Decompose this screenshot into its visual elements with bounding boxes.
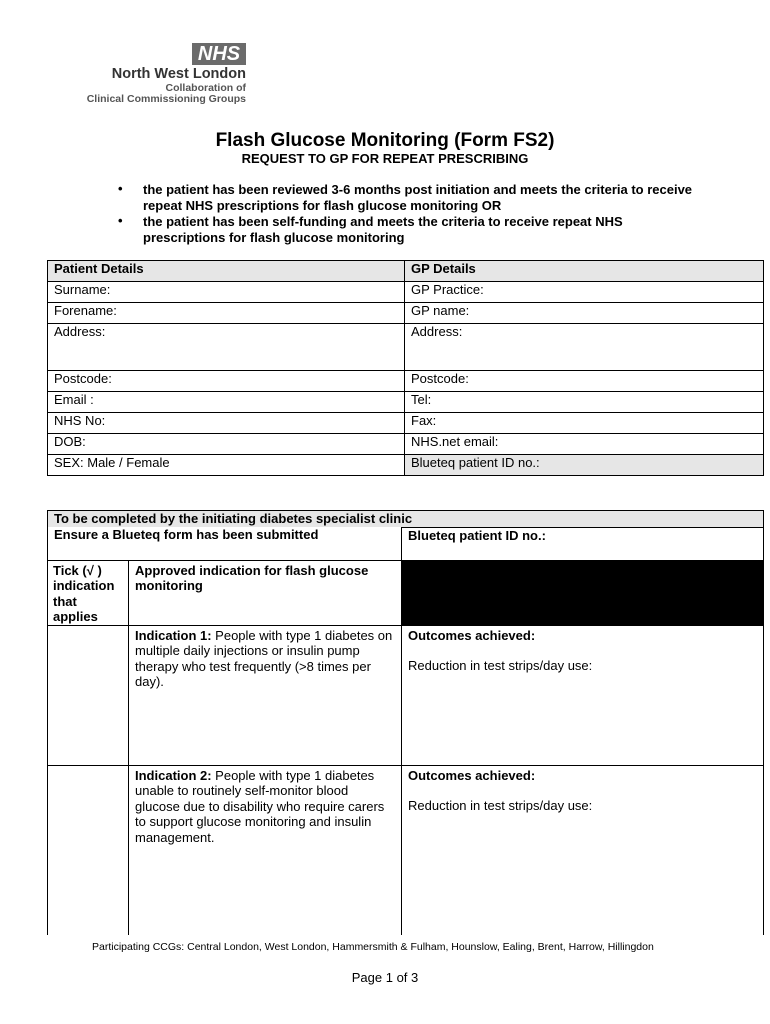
gp-address-field[interactable]: Address: bbox=[405, 324, 764, 371]
gp-details-header: GP Details bbox=[405, 261, 764, 282]
gp-fax-field[interactable]: Fax: bbox=[405, 413, 764, 434]
indication-2-outcomes[interactable] bbox=[402, 765, 764, 935]
patient-address-field[interactable]: Address: bbox=[48, 324, 405, 371]
patient-postcode-field[interactable]: Postcode: bbox=[48, 371, 405, 392]
bullet-icon: • bbox=[118, 181, 123, 196]
indication-1-text: People with type 1 diabetes on multiple daily injections or insulin pump therapy who test frequently (>8 times per day). bbox=[135, 627, 393, 689]
page-number: Page 1 of 3 bbox=[351, 970, 419, 985]
outcomes-achieved-label: Outcomes achieved: bbox=[408, 767, 536, 783]
bullet-text-2: the patient has been self-funding and meets the criteria to receive repeat NHS prescriptions for flash glucose monitoring bbox=[143, 214, 623, 245]
indication-1-label: Indication 1: bbox=[135, 627, 212, 643]
email-field[interactable]: Email : bbox=[48, 392, 405, 413]
blueteq-id-field[interactable]: Blueteq patient ID no.: bbox=[405, 455, 764, 476]
gp-practice-field[interactable]: GP Practice: bbox=[405, 282, 764, 303]
gp-tel-field[interactable]: Tel: bbox=[405, 392, 764, 413]
nhs-number-field[interactable]: NHS No: bbox=[48, 413, 405, 434]
tick-column-header: Tick (√ ) indication that applies bbox=[48, 560, 129, 625]
ensure-blueteq-text: Ensure a Blueteq form has been submitted bbox=[48, 527, 402, 560]
indication-1-outcomes[interactable] bbox=[402, 625, 764, 765]
blueteq-patient-id-field[interactable]: Blueteq patient ID no.: bbox=[402, 527, 764, 560]
indication-2-tick-box[interactable] bbox=[48, 765, 129, 935]
form-subtitle: REQUEST TO GP FOR REPEAT PRESCRIBING bbox=[241, 151, 529, 166]
indication-2-label: Indication 2: bbox=[135, 767, 212, 783]
indication-2-description bbox=[129, 765, 402, 935]
indication-2-text: People with type 1 diabetes unable to routinely self-monitor blood glucose due to disability who require carers to support glucose monitoring and insulin management. bbox=[135, 767, 385, 845]
surname-field[interactable]: Surname: bbox=[48, 282, 405, 303]
test-strips-reduction-field: Reduction in test strips/day use: bbox=[408, 798, 593, 813]
sex-field[interactable]: SEX: Male / Female bbox=[48, 455, 405, 476]
form-title: Flash Glucose Monitoring (Form FS2) bbox=[215, 130, 555, 151]
specialist-header: To be completed by the initiating diabetes specialist clinic bbox=[48, 511, 764, 528]
nhs-logo: NHS bbox=[192, 43, 246, 65]
approved-indication-header: Approved indication for flash glucose monitoring bbox=[129, 560, 402, 625]
indication-1-description bbox=[129, 625, 402, 765]
bullet-text-1: the patient has been reviewed 3-6 months post initiation and meets the criteria to receive repeat NHS prescriptions for flash glucose monitoring OR bbox=[143, 182, 693, 213]
specialist-table bbox=[47, 510, 764, 935]
details-table bbox=[47, 260, 764, 476]
patient-details-header: Patient Details bbox=[48, 261, 405, 282]
org-subtitle-1: Collaboration of bbox=[165, 82, 246, 94]
blacked-out-cell bbox=[402, 560, 764, 625]
org-subtitle-2: Clinical Commissioning Groups bbox=[86, 93, 246, 105]
org-name: North West London bbox=[111, 66, 246, 82]
forename-field[interactable]: Forename: bbox=[48, 303, 405, 324]
participating-ccgs: Participating CCGs: Central London, West London, Hammersmith & Fulham, Hounslow, Ealing, Brent, Harrow, Hillingdon bbox=[92, 941, 654, 953]
gp-nhs-email-field[interactable]: NHS.net email: bbox=[405, 434, 764, 455]
gp-name-field[interactable]: GP name: bbox=[405, 303, 764, 324]
gp-postcode-field[interactable]: Postcode: bbox=[405, 371, 764, 392]
test-strips-reduction-field: Reduction in test strips/day use: bbox=[408, 658, 593, 673]
dob-field[interactable]: DOB: bbox=[48, 434, 405, 455]
indication-1-tick-box[interactable] bbox=[48, 625, 129, 765]
bullet-icon: • bbox=[118, 213, 123, 228]
outcomes-achieved-label: Outcomes achieved: bbox=[408, 627, 536, 643]
